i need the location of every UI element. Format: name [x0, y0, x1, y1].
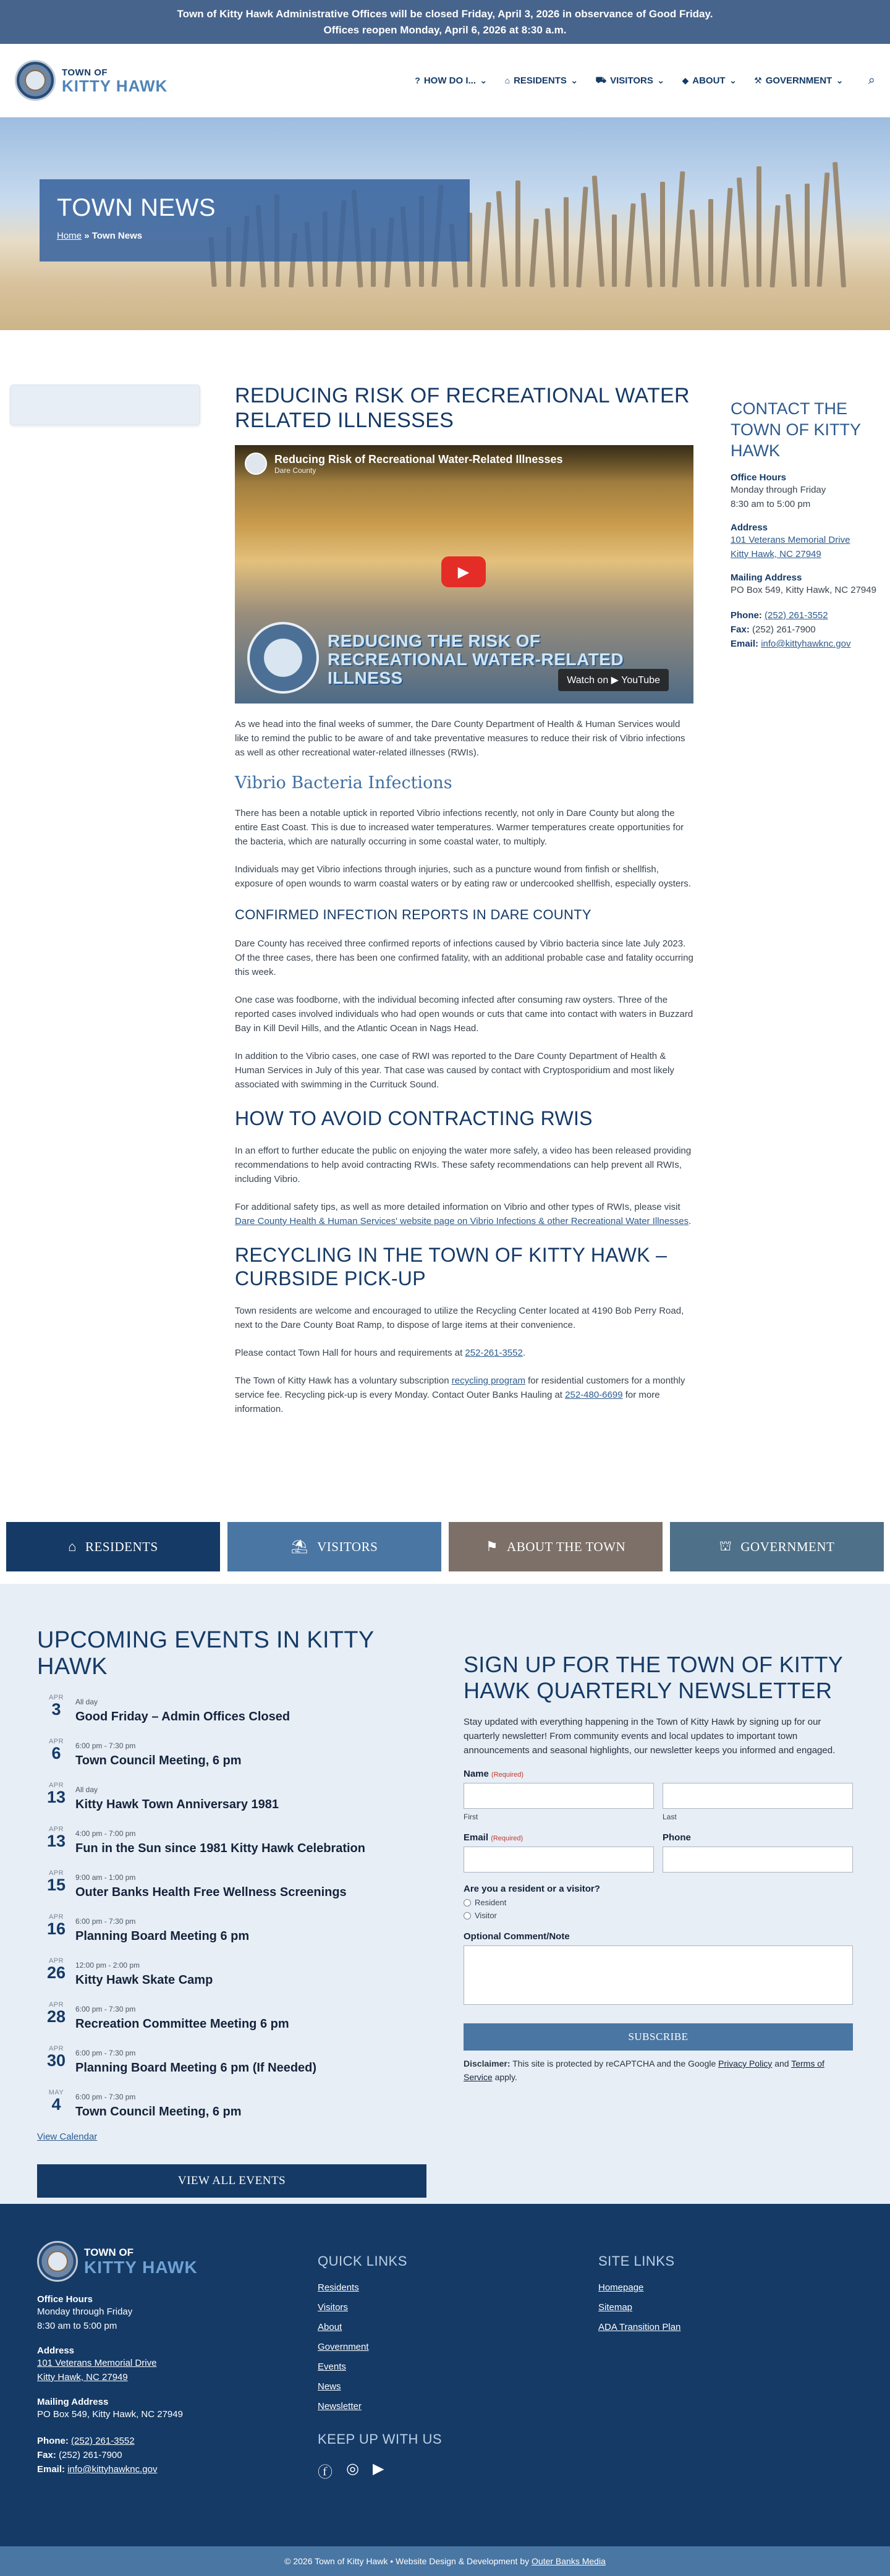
event-item[interactable]: [37, 1694, 426, 1724]
mailing-address-label: Mailing Address: [731, 572, 802, 583]
fence-slat: [641, 192, 653, 287]
fence-slat: [564, 197, 569, 287]
sidebar-widget: [10, 385, 200, 425]
fence-slat: [769, 205, 780, 287]
main-content-area: [0, 330, 890, 1522]
event-item[interactable]: [37, 1738, 426, 1768]
nav-label: GOVERNMENT: [765, 75, 833, 86]
facebook-icon[interactable]: ⓕ: [318, 2464, 333, 2481]
event-date: [37, 1957, 75, 1987]
required-indicator: (Required): [491, 1835, 523, 1842]
quick-link-events[interactable]: Events: [318, 2361, 346, 2372]
fence-slat: [721, 188, 732, 287]
breadcrumb-current: Town News: [91, 231, 143, 241]
footer-phone-link[interactable]: (252) 261-3552: [71, 2436, 135, 2446]
fence-slat: [660, 182, 665, 287]
copyright-text: © 2026 Town of Kitty Hawk • Website Design & Development by: [284, 2556, 530, 2566]
car-icon: ⛟: [595, 74, 607, 85]
site-header: [0, 44, 890, 117]
main-nav: [415, 74, 875, 88]
breadcrumb-home-link[interactable]: Home: [57, 231, 82, 241]
fence-slat: [515, 181, 520, 287]
question-icon: ?: [415, 75, 420, 85]
event-item[interactable]: [37, 2089, 426, 2119]
nav-label: VISITORS: [610, 75, 653, 86]
phone-label: Phone:: [731, 610, 762, 621]
event-day: 13: [46, 1832, 66, 1850]
page-title: TOWN NEWS: [57, 194, 216, 221]
newsletter-signup: [464, 1627, 853, 2167]
article-title: REDUCING RISK OF RECREATIONAL WATER RELATED ILLNESSES: [235, 384, 690, 432]
view-all-events-button[interactable]: VIEW ALL EVENTS: [37, 2164, 426, 2198]
quick-link-about[interactable]: About: [318, 2322, 342, 2332]
article-paragraph: [235, 1200, 693, 1228]
event-name[interactable]: Kitty Hawk Town Anniversary 1981: [75, 1798, 279, 1811]
nav-residents[interactable]: [505, 75, 578, 86]
email-input[interactable]: [464, 1847, 654, 1872]
tile-label: RESIDENTS: [85, 1539, 158, 1554]
event-name[interactable]: Planning Board Meeting 6 pm (If Needed): [75, 2061, 317, 2075]
tile-government[interactable]: [670, 1522, 884, 1571]
event-item[interactable]: [37, 1913, 426, 1944]
event-name[interactable]: Good Friday – Admin Offices Closed: [75, 1710, 290, 1724]
event-name[interactable]: Town Council Meeting, 6 pm: [75, 1754, 242, 1767]
event-date: [37, 1694, 75, 1724]
site-links-title: SITE LINKS: [598, 2253, 675, 2269]
comment-label: Optional Comment/Note: [464, 1931, 570, 1942]
event-item[interactable]: [37, 1782, 426, 1812]
comment-textarea[interactable]: [464, 1945, 853, 2005]
event-month: APR: [48, 1738, 64, 1745]
video-channel: Dare County: [274, 465, 316, 475]
tile-about-the-town[interactable]: [449, 1522, 663, 1571]
text: The Town of Kitty Hawk has a voluntary subscription: [235, 1375, 452, 1386]
fence-slat: [805, 184, 810, 287]
event-name[interactable]: Planning Board Meeting 6 pm: [75, 1929, 250, 1943]
section-heading-vibrio: Vibrio Bacteria Infections: [235, 773, 452, 793]
event-name[interactable]: Outer Banks Health Free Wellness Screenings: [75, 1885, 347, 1899]
event-month: APR: [48, 1913, 64, 1921]
category-tiles: [0, 1522, 890, 1571]
terms-of-service-link[interactable]: Terms of Service: [464, 2059, 824, 2082]
text: For additional safety tips, as well as more detailed information on Vibrio and other types of RWIs, please visit: [235, 1202, 680, 1212]
event-name[interactable]: Town Council Meeting, 6 pm: [75, 2105, 242, 2119]
event-time: All day: [75, 1785, 98, 1794]
recycling-program-link[interactable]: recycling program: [451, 1375, 525, 1386]
fence-slat: [737, 177, 749, 287]
breadcrumb-separator: »: [84, 231, 90, 241]
fence-slat: [576, 186, 588, 287]
town-seal-icon: [37, 2241, 78, 2282]
event-day: 4: [51, 2095, 61, 2114]
instagram-icon[interactable]: ◎: [346, 2460, 359, 2477]
fence-slat: [545, 208, 556, 287]
upcoming-events: [37, 1627, 426, 2187]
radio-label: Resident: [475, 1898, 507, 1907]
fence-slat: [817, 172, 830, 287]
email-link[interactable]: info@kittyhawknc.gov: [761, 639, 851, 649]
diamond-icon: ◆: [682, 75, 689, 85]
text: This site is protected by reCAPTCHA and the Google: [510, 2059, 719, 2068]
dare-county-vibrio-link[interactable]: Dare County Health & Human Services' website page on Vibrio Infections & other Recreational Water Illnesses: [235, 1216, 689, 1226]
section-heading-avoid: HOW TO AVOID CONTRACTING RWIS: [235, 1107, 593, 1129]
event-date: [37, 2001, 75, 2031]
fence-slat: [708, 199, 713, 287]
video-banner-text: REDUCING THE RISK OF RECREATIONAL WATER-RELATED ILLNESS: [328, 631, 624, 687]
office-hours-time: 8:30 am to 5:00 pm: [731, 499, 811, 509]
mailing-address: PO Box 549, Kitty Hawk, NC 27949: [731, 585, 876, 595]
home-icon: ⌂: [68, 1539, 77, 1554]
chevron-down-icon: ⌄: [656, 75, 665, 86]
nav-visitors[interactable]: [596, 75, 665, 87]
event-date: [37, 1826, 75, 1856]
event-day: 30: [46, 2051, 66, 2070]
nav-about[interactable]: [682, 75, 737, 86]
tile-residents[interactable]: [6, 1522, 220, 1571]
event-day: 16: [46, 1919, 66, 1938]
office-hours-days: Monday through Friday: [731, 485, 826, 495]
event-time: All day: [75, 1698, 98, 1706]
fence-slat: [756, 166, 761, 287]
event-item[interactable]: [37, 2001, 426, 2031]
article-paragraph: One case was foodborne, with the individual becoming infected after consuming raw oysters. Three of the reported cases involved individuals who had open wounds or cuts that came into contact with waters in Buzzard Bay in Kill Devil Hills, and the Atlantic Ocean in Nags Head.: [235, 995, 693, 1034]
resident-radio[interactable]: [464, 1898, 853, 1907]
town-hall-phone-link[interactable]: 252-261-3552: [465, 1348, 523, 1358]
event-time: 9:00 am - 1:00 pm: [75, 1873, 136, 1882]
footer-email-link[interactable]: info@kittyhawknc.gov: [67, 2464, 158, 2475]
view-calendar-link[interactable]: View Calendar: [37, 2132, 98, 2142]
event-day: 15: [46, 1876, 66, 1894]
event-time: 6:00 pm - 7:30 pm: [75, 1741, 136, 1750]
outer-banks-media-link[interactable]: Outer Banks Media: [532, 2556, 606, 2566]
fax-label: Fax:: [731, 624, 750, 635]
visitor-radio[interactable]: [464, 1911, 853, 1920]
quick-links-list: [318, 2278, 598, 2417]
home-icon: ⌂: [504, 75, 511, 85]
required-indicator: (Required): [491, 1771, 523, 1779]
footer-hours-time: 8:30 am to 5:00 pm: [37, 2321, 117, 2331]
event-month: APR: [48, 2045, 64, 2052]
privacy-policy-link[interactable]: Privacy Policy: [718, 2059, 773, 2068]
email-label: Email:: [731, 639, 759, 649]
contact-title: CONTACT THE TOWN OF KITTY HAWK: [731, 399, 861, 460]
site-link-ada-plan[interactable]: ADA Transition Plan: [598, 2322, 681, 2332]
first-name-sublabel: First: [464, 1813, 478, 1821]
event-time: 6:00 pm - 7:30 pm: [75, 2005, 136, 2013]
newsletter-title: SIGN UP FOR THE TOWN OF KITTY HAWK QUARTERLY NEWSLETTER: [464, 1652, 843, 1703]
footer-mailing-address: PO Box 549, Kitty Hawk, NC 27949: [37, 2409, 183, 2420]
text: for residential customers for a monthly service fee. Recycling pick-up is every Monday. Contact Outer Banks Hauling at: [235, 1375, 685, 1400]
event-month: APR: [48, 1826, 64, 1833]
site-footer: [0, 2204, 890, 2546]
event-time: 4:00 pm - 7:00 pm: [75, 1829, 136, 1838]
quick-link-residents[interactable]: Residents: [318, 2282, 359, 2293]
tile-label: GOVERNMENT: [740, 1539, 835, 1554]
text: .: [522, 1348, 526, 1358]
fence-slat: [612, 215, 617, 287]
fax-number: (252) 261-7900: [752, 624, 816, 635]
quick-link-visitors[interactable]: Visitors: [318, 2302, 348, 2313]
umbrella-icon: ⛱: [290, 1539, 309, 1554]
section-heading-confirmed: CONFIRMED INFECTION REPORTS IN DARE COUNTY: [235, 907, 591, 922]
event-time: 6:00 pm - 7:30 pm: [75, 2049, 136, 2057]
copyright-bar: [0, 2546, 890, 2576]
quick-links-title: QUICK LINKS: [318, 2253, 407, 2269]
section-heading-recycling: RECYCLING IN THE TOWN OF KITTY HAWK – CURBSIDE PICK-UP: [235, 1244, 668, 1290]
event-day: 3: [51, 1700, 61, 1719]
keep-up-title: KEEP UP WITH US: [318, 2431, 443, 2447]
event-date: [37, 1913, 75, 1944]
fence-slat: [592, 176, 605, 287]
site-logo[interactable]: [15, 60, 176, 101]
article-paragraph: As we head into the final weeks of summer, the Dare County Department of Health & Human Services would like to remind the public to be aware of and take preventative measures to reduce their risk of Vibrio infections as well as other recreational water-related illnesses (RWIs).: [235, 719, 685, 758]
phone-link[interactable]: (252) 261-3552: [765, 610, 828, 621]
fence-slat: [529, 219, 539, 287]
event-month: APR: [48, 2001, 64, 2009]
play-button-icon[interactable]: ▶: [441, 556, 486, 587]
footer-address-city-link[interactable]: Kitty Hawk, NC 27949: [37, 2372, 128, 2383]
disclaimer-label: Disclaimer:: [464, 2059, 511, 2068]
footer-email-label: Email:: [37, 2464, 66, 2475]
event-date: [37, 2089, 75, 2119]
quick-link-government[interactable]: Government: [318, 2342, 369, 2352]
hero-banner: [0, 117, 890, 330]
nav-label: RESIDENTS: [514, 75, 567, 86]
logo-big-text: KITTY HAWK: [62, 76, 168, 95]
address-city-link[interactable]: Kitty Hawk, NC 27949: [731, 549, 821, 559]
breadcrumb: [57, 231, 452, 241]
chevron-down-icon: ⌄: [729, 75, 737, 86]
nav-label: HOW DO I...: [423, 75, 477, 86]
event-month: APR: [48, 1869, 64, 1877]
footer-hours-days: Monday through Friday: [37, 2306, 133, 2317]
building-icon: ⛫: [719, 1537, 732, 1554]
event-date: [37, 2045, 75, 2075]
subscribe-button[interactable]: SUBSCRIBE: [464, 2023, 853, 2051]
event-month: APR: [48, 1694, 64, 1701]
footer-hours-label: Office Hours: [37, 2294, 93, 2305]
hero-title-box: [40, 179, 470, 261]
article-paragraph: Town residents are welcome and encouraged to utilize the Recycling Center located at 4190 Bob Perry Road, next to the Dare County Boat Ramp, to dispose of large items at their convenience.: [235, 1306, 684, 1330]
event-item[interactable]: [37, 1869, 426, 1900]
name-label: Name: [464, 1769, 489, 1779]
fence-slat: [833, 161, 846, 287]
events-newsletter-section: [0, 1584, 890, 2204]
event-date: [37, 1738, 75, 1768]
phone-input[interactable]: [663, 1847, 853, 1872]
article-paragraph: There has been a notable uptick in reported Vibrio infections recently, not only in Dare County but along the entire East Coast. This is due to increased water temperatures. Warmer temperatures create opportunities for the bacteria, which are naturally occurring in some coastal water, to multiply.: [235, 808, 684, 847]
article-paragraph: In an effort to further educate the public on enjoying the water more safely, a video has been released providing recommendations to help avoid contracting RWIs. These safety recommendations can help prevent all RWIs, including Vibrio.: [235, 1146, 692, 1184]
article: [235, 361, 693, 1522]
footer-logo-big: KITTY HAWK: [84, 2258, 198, 2277]
channel-avatar-icon: [245, 453, 267, 475]
left-sidebar: [0, 361, 235, 1522]
event-date: [37, 1782, 75, 1812]
text: for more information.: [235, 1390, 660, 1414]
chevron-down-icon: ⌄: [836, 75, 844, 86]
nav-how-do-i[interactable]: [415, 75, 487, 86]
closure-alert-bar: [0, 0, 890, 44]
phone-field-label: Phone: [663, 1832, 691, 1843]
radio-circle-icon: [464, 1912, 471, 1919]
contact-sidebar: [693, 361, 890, 1522]
event-name[interactable]: Fun in the Sun since 1981 Kitty Hawk Celebration: [75, 1842, 365, 1855]
text: .: [689, 1216, 692, 1226]
event-item[interactable]: [37, 2045, 426, 2075]
article-paragraph: In addition to the Vibrio cases, one case of RWI was reported to the Dare County Department of Health & Human Services in July of this year. That case was caused by contact with Cryptosporidium and most likely associated with swimming in the Currituck Sound.: [235, 1051, 674, 1090]
event-day: 28: [46, 2007, 66, 2026]
site-link-homepage[interactable]: Homepage: [598, 2282, 644, 2293]
fence-slat: [496, 191, 508, 287]
fence-slat: [672, 171, 685, 287]
event-date: [37, 1869, 75, 1900]
article-paragraph: Individuals may get Vibrio infections through injuries, such as a puncture wound from finfish or shellfish, exposure of open wounds to warm coastal waters or by eating raw or undercooked shellfish, especially oysters.: [235, 864, 691, 889]
article-paragraph: [235, 1346, 693, 1360]
flag-icon: ⚑: [485, 1539, 499, 1554]
event-name[interactable]: Kitty Hawk Skate Camp: [75, 1973, 213, 1987]
event-time: 12:00 pm - 2:00 pm: [75, 1961, 140, 1970]
town-seal-icon: [15, 60, 56, 101]
county-seal-icon: [247, 622, 319, 694]
text: Please contact Town Hall for hours and requirements at: [235, 1348, 465, 1358]
event-time: 6:00 pm - 7:30 pm: [75, 1917, 136, 1926]
footer-fax-label: Fax:: [37, 2450, 56, 2460]
youtube-video-embed[interactable]: [235, 445, 693, 704]
video-title: Reducing Risk of Recreational Water-Related Illnesses: [274, 453, 563, 465]
last-name-sublabel: Last: [663, 1813, 677, 1821]
radio-label: Visitor: [475, 1911, 497, 1920]
event-time: 6:00 pm - 7:30 pm: [75, 2093, 136, 2101]
text: and: [772, 2059, 792, 2068]
hauling-phone-link[interactable]: 252-480-6699: [565, 1390, 623, 1400]
radio-circle-icon: [464, 1899, 471, 1906]
fence-slat: [625, 203, 635, 287]
gavel-icon: ⚒: [754, 75, 762, 85]
nav-government[interactable]: [754, 75, 844, 86]
social-links: [318, 2460, 598, 2481]
office-hours-label: Office Hours: [731, 472, 787, 483]
footer-logo[interactable]: [37, 2241, 318, 2282]
watch-on-youtube-button[interactable]: Watch on ▶ YouTube: [558, 669, 669, 691]
chevron-down-icon: ⌄: [480, 75, 488, 86]
last-name-input[interactable]: [663, 1783, 853, 1809]
site-links-list: [598, 2278, 680, 2337]
event-day: 13: [46, 1788, 66, 1806]
footer-logo-small: TOWN OF: [84, 2247, 134, 2258]
resident-question: Are you a resident or a visitor?: [464, 1884, 600, 1894]
events-title: UPCOMING EVENTS IN KITTY HAWK: [37, 1627, 374, 1680]
event-day: 6: [51, 1744, 61, 1762]
fence-slat: [690, 210, 700, 287]
text: apply.: [492, 2072, 517, 2082]
event-name[interactable]: Recreation Committee Meeting 6 pm: [75, 2017, 289, 2031]
email-field-label: Email: [464, 1832, 489, 1843]
event-day: 26: [46, 1963, 66, 1982]
article-paragraph: [235, 1374, 693, 1416]
footer-phone-label: Phone:: [37, 2436, 69, 2446]
logo-small-text: TOWN OF: [62, 67, 108, 78]
youtube-icon[interactable]: ▶: [372, 2460, 384, 2477]
recaptcha-disclaimer: [464, 2057, 853, 2084]
event-item[interactable]: [37, 1957, 426, 1987]
first-name-input[interactable]: [464, 1783, 654, 1809]
tile-visitors[interactable]: [227, 1522, 441, 1571]
site-link-sitemap[interactable]: Sitemap: [598, 2302, 633, 2313]
fence-slat: [786, 194, 797, 287]
nav-label: ABOUT: [692, 75, 726, 86]
footer-mailing-label: Mailing Address: [37, 2397, 109, 2407]
event-item[interactable]: [37, 1826, 426, 1856]
quick-link-news[interactable]: News: [318, 2381, 341, 2392]
tile-label: ABOUT THE TOWN: [507, 1539, 626, 1554]
fence-slat: [480, 202, 491, 287]
quick-link-newsletter[interactable]: Newsletter: [318, 2401, 362, 2412]
alert-line-2: Offices reopen Monday, April 6, 2026 at 8:30 a.m.: [323, 24, 567, 36]
address-link[interactable]: 101 Veterans Memorial Drive: [731, 535, 850, 545]
event-month: APR: [48, 1782, 64, 1789]
event-month: APR: [48, 1957, 64, 1965]
footer-fax: (252) 261-7900: [59, 2450, 122, 2460]
alert-line-1: Town of Kitty Hawk Administrative Offices will be closed Friday, April 3, 2026 in observance of Good Friday.: [177, 8, 713, 20]
footer-address-label: Address: [37, 2345, 75, 2356]
chevron-down-icon: ⌄: [570, 75, 578, 86]
search-icon[interactable]: ⌕: [868, 73, 875, 87]
address-label: Address: [731, 522, 768, 533]
article-paragraph: Dare County has received three confirmed reports of infections caused by Vibrio bacteria since late July 2023. Of the three cases, there has been one confirmed fatality, with an additional probable case and fatality occurring this week.: [235, 938, 693, 977]
footer-address-link[interactable]: 101 Veterans Memorial Drive: [37, 2358, 157, 2368]
newsletter-description: Stay updated with everything happening in the Town of Kitty Hawk by signing up for our quarterly newsletter! From community events and local updates to important town announcements and seasonal highlights, our newsletter keeps you informed and engaged.: [464, 1717, 836, 1756]
tile-label: VISITORS: [317, 1539, 378, 1554]
event-month: MAY: [48, 2089, 64, 2096]
